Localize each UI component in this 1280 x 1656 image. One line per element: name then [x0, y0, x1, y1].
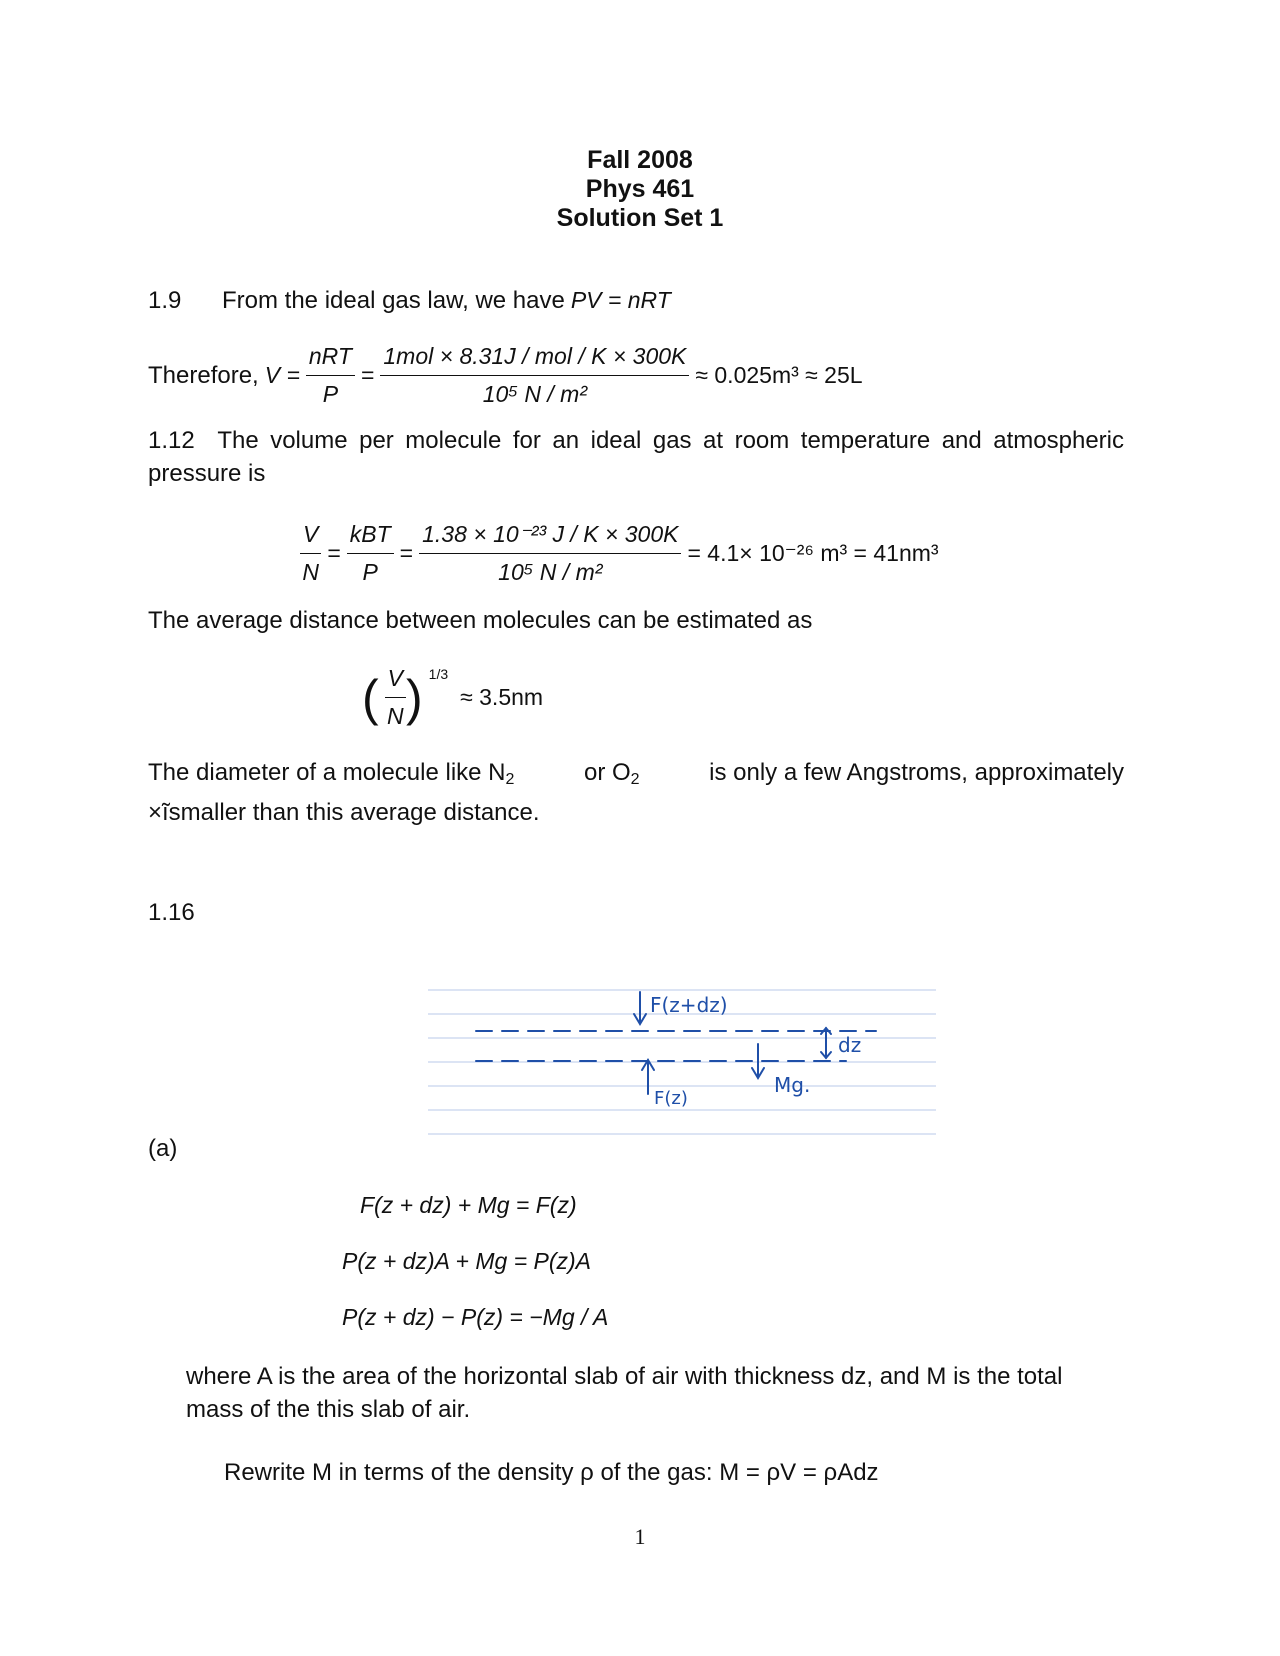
diameter-line-1: [148, 756, 1124, 796]
fraction-numerator: V: [300, 518, 321, 554]
fraction-v-over-n: [385, 662, 406, 733]
or-o2: [584, 756, 640, 796]
problem-number-1-16: 1.16: [148, 899, 195, 926]
fraction-numerator: 1.38 × 10⁻²³ J / K × 300K: [419, 518, 681, 554]
ideal-gas-law: PV = nRT: [570, 287, 671, 313]
fraction-kbt-over-p: [347, 518, 394, 589]
volume-per-molecule-result: = 4.1× 10⁻²⁶ m³ = 41nm³: [687, 540, 939, 566]
problem-1-9-intro: [222, 284, 677, 317]
average-distance-result: ≈ 3.5nm: [460, 684, 544, 710]
broken-glyph-marker: ×̃: [148, 799, 163, 826]
part-a-label: (a): [148, 1135, 178, 1162]
down-arrow-top-icon: [634, 992, 646, 1024]
where-paragraph: where A is the area of the horizontal slab of air with thickness dz, and M is the total mass of the this slab of air.: [186, 1363, 1063, 1423]
o2-subscript: 2: [630, 771, 640, 788]
fraction-denominator: 10⁵ N / m²: [482, 381, 587, 407]
average-distance-text: The average distance between molecules can be estimated as: [148, 607, 813, 634]
equals-sign: =: [399, 540, 414, 566]
fraction-numerator: nRT: [306, 340, 355, 376]
v-equals: V =: [264, 362, 300, 388]
volume-result: ≈ 0.025m³ ≈ 25L: [695, 362, 863, 388]
right-paren: ): [406, 669, 423, 726]
equals-sign: =: [360, 362, 375, 388]
up-arrow-bottom-icon: [642, 1060, 654, 1094]
n2-subscript: 2: [505, 771, 515, 788]
label-thickness: dz: [838, 1033, 862, 1057]
problem-1-12-statement: [148, 424, 1124, 490]
fraction-denominator: N: [387, 703, 404, 729]
label-top-force: F(z+dz): [650, 993, 728, 1017]
problem-number-1-9: 1.9: [148, 287, 182, 314]
equation-pressure-balance: P(z + dz)A + Mg = P(z)A: [342, 1248, 592, 1274]
header-course: Phys 461: [585, 175, 695, 203]
slab-force-sketch: [428, 978, 936, 1140]
problem-1-12-text: The volume per molecule for an ideal gas at room temperature and atmospheric pressure is: [148, 427, 1124, 487]
equation-average-distance: [362, 662, 549, 733]
left-paren: (: [362, 669, 379, 726]
equals-sign: =: [327, 540, 341, 566]
header-term: Fall 2008: [587, 146, 693, 174]
diameter-text-b: is only a few Angstroms, approximately: [709, 759, 1124, 786]
sketch-svg: [428, 978, 936, 1140]
fraction-denominator: P: [322, 381, 339, 407]
fraction-numerator: 1mol × 8.31J / mol / K × 300K: [380, 340, 689, 376]
label-bottom-force: F(z): [654, 1088, 688, 1109]
fraction-denominator: P: [362, 559, 378, 585]
problem-number-1-12: 1.12: [148, 427, 195, 454]
equation-volume-per-molecule: [300, 518, 945, 589]
rewrite-density-text: Rewrite M in terms of the density ρ of the gas: M = ρV = ρAdz: [224, 1459, 879, 1486]
document-header: [0, 146, 1280, 233]
therefore-label: Therefore,: [148, 362, 259, 389]
diameter-line-2: [148, 796, 1124, 829]
label-weight: Mg.: [774, 1073, 811, 1097]
fraction-values: [380, 340, 689, 411]
thickness-arrow-icon: [821, 1028, 831, 1058]
equation-pressure-difference: P(z + dz) − P(z) = −Mg / A: [342, 1304, 609, 1330]
or-text: or O: [583, 759, 631, 786]
equation-force-balance: F(z + dz) + Mg = F(z): [360, 1192, 577, 1218]
header-title: Solution Set 1: [556, 204, 724, 232]
fraction-numerator: kBT: [347, 518, 394, 554]
equation-volume: [148, 340, 869, 411]
diameter-text: The diameter of a molecule like N: [148, 759, 506, 786]
cube-root-exponent: 1/3: [428, 666, 449, 682]
fraction-v-over-n: [300, 518, 321, 589]
intro-text: From the ideal gas law, we have: [222, 287, 565, 314]
page-number: 1: [634, 1524, 646, 1549]
fraction-denominator: N: [302, 559, 319, 585]
smaller-text: ısmaller than this average distance.: [162, 799, 540, 826]
diameter-paragraph: [148, 756, 1124, 829]
fraction-numerator: V: [385, 662, 406, 698]
fraction-values: [419, 518, 681, 589]
diameter-text-a: [148, 756, 514, 796]
fraction-denominator: 10⁵ N / m²: [498, 559, 603, 585]
fraction-nrt-over-p: [306, 340, 355, 411]
